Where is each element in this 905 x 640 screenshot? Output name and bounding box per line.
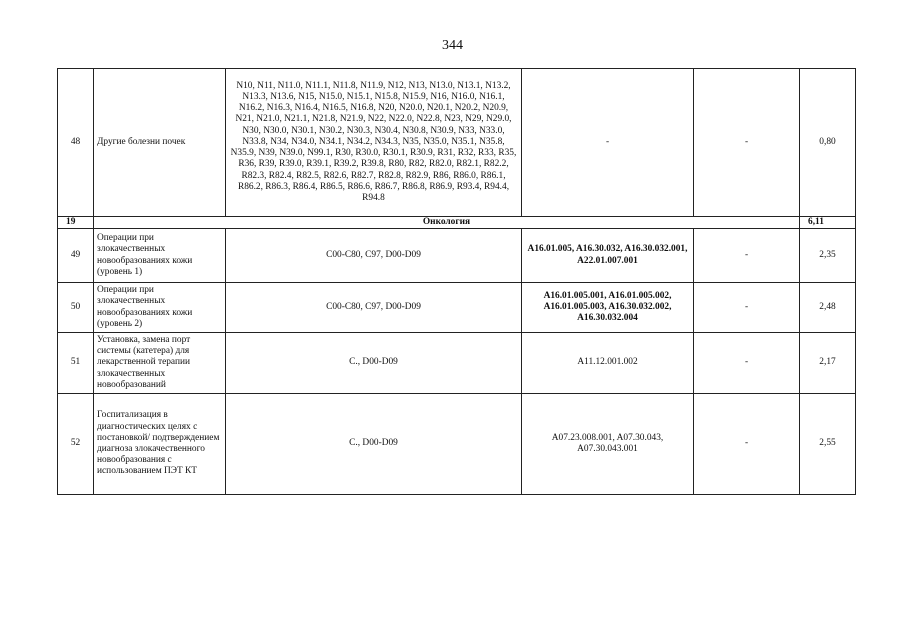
row-name: Установка, замена порт системы (катетера) для лекарственной терапии злокачественных новообразований xyxy=(94,333,226,394)
tariff-table xyxy=(57,68,856,495)
page-number: 344 xyxy=(442,38,463,53)
row-coefficient: 2,17 xyxy=(800,333,856,394)
row-name: Операции при злокачественных новообразованиях кожи (уровень 2) xyxy=(94,283,226,333)
row-coefficient: 2,48 xyxy=(800,283,856,333)
table-row xyxy=(58,229,856,283)
section-coefficient: 6,11 xyxy=(800,217,856,229)
table-row xyxy=(58,333,856,394)
row-diagnosis-codes: C., D00-D09 xyxy=(226,394,522,495)
row-services: - xyxy=(522,69,694,217)
row-extra-criteria: - xyxy=(694,283,800,333)
table-row xyxy=(58,69,856,217)
row-services: A07.23.008.001, A07.30.043, A07.30.043.001 xyxy=(522,394,694,495)
row-extra-criteria: - xyxy=(694,333,800,394)
row-diagnosis-codes: N10, N11, N11.0, N11.1, N11.8, N11.9, N12, N13, N13.0, N13.1, N13.2, N13.3, N13.6, N15, N15.0, N15.1, N15.8, N15.9, N16, N16.0, N16.1, N16.2, N16.3, N16.4, N16.5, N16.8, N20, N20.0, N20.1, N20.2, N20.9, N21, N21.0, N21.1, N21.8, N21.9, N22, N22.0, N22.8, N23, N29, N29.0, N30, N30.0, N30.1, N30.2, N30.3, N30.4, N30.8, N30.9, N33, N33.0, N33.8, N34, N34.0, N34.1, N34.2, N34.3, N35, N35.0, N35.1, N35.8, N35.9, N39, N39.0, N99.1, R30, R30.0, R30.1, R30.9, R31, R32, R33, R35, R36, R39, R39.0, R39.1, R39.2, R39.8, R80, R82, R82.0, R82.1, R82.2, R82.3, R82.4, R82.5, R82.6, R82.7, R82.8, R82.9, R86, R86.0, R86.1, R86.2, R86.3, R86.4, R86.5, R86.6, R86.7, R86.8, R86.9, R93.4, R94.4, R94.8 xyxy=(226,69,522,217)
row-name: Другие болезни почек xyxy=(94,69,226,217)
table-row xyxy=(58,394,856,495)
section-number: 19 xyxy=(58,217,94,229)
row-number: 50 xyxy=(58,283,94,333)
row-name: Операции при злокачественных новообразованиях кожи (уровень 1) xyxy=(94,229,226,283)
row-name: Госпитализация в диагностических целях с постановкой/ подтверждением диагноза злокачественного новообразования с использованием ПЭТ КТ xyxy=(94,394,226,495)
row-extra-criteria: - xyxy=(694,229,800,283)
row-coefficient: 2,55 xyxy=(800,394,856,495)
row-services: A16.01.005.001, A16.01.005.002, A16.01.005.003, A16.30.032.002, A16.30.032.004 xyxy=(522,283,694,333)
section-row xyxy=(58,217,856,229)
row-coefficient: 2,35 xyxy=(800,229,856,283)
row-extra-criteria: - xyxy=(694,69,800,217)
row-number: 48 xyxy=(58,69,94,217)
row-diagnosis-codes: C., D00-D09 xyxy=(226,333,522,394)
row-number: 52 xyxy=(58,394,94,495)
row-diagnosis-codes: C00-C80, C97, D00-D09 xyxy=(226,229,522,283)
row-extra-criteria: - xyxy=(694,394,800,495)
row-number: 49 xyxy=(58,229,94,283)
row-services: A16.01.005, A16.30.032, A16.30.032.001, A22.01.007.001 xyxy=(522,229,694,283)
row-services: A11.12.001.002 xyxy=(522,333,694,394)
row-diagnosis-codes: C00-C80, C97, D00-D09 xyxy=(226,283,522,333)
row-coefficient: 0,80 xyxy=(800,69,856,217)
section-title: Онкология xyxy=(94,217,800,229)
table-row xyxy=(58,283,856,333)
row-number: 51 xyxy=(58,333,94,394)
